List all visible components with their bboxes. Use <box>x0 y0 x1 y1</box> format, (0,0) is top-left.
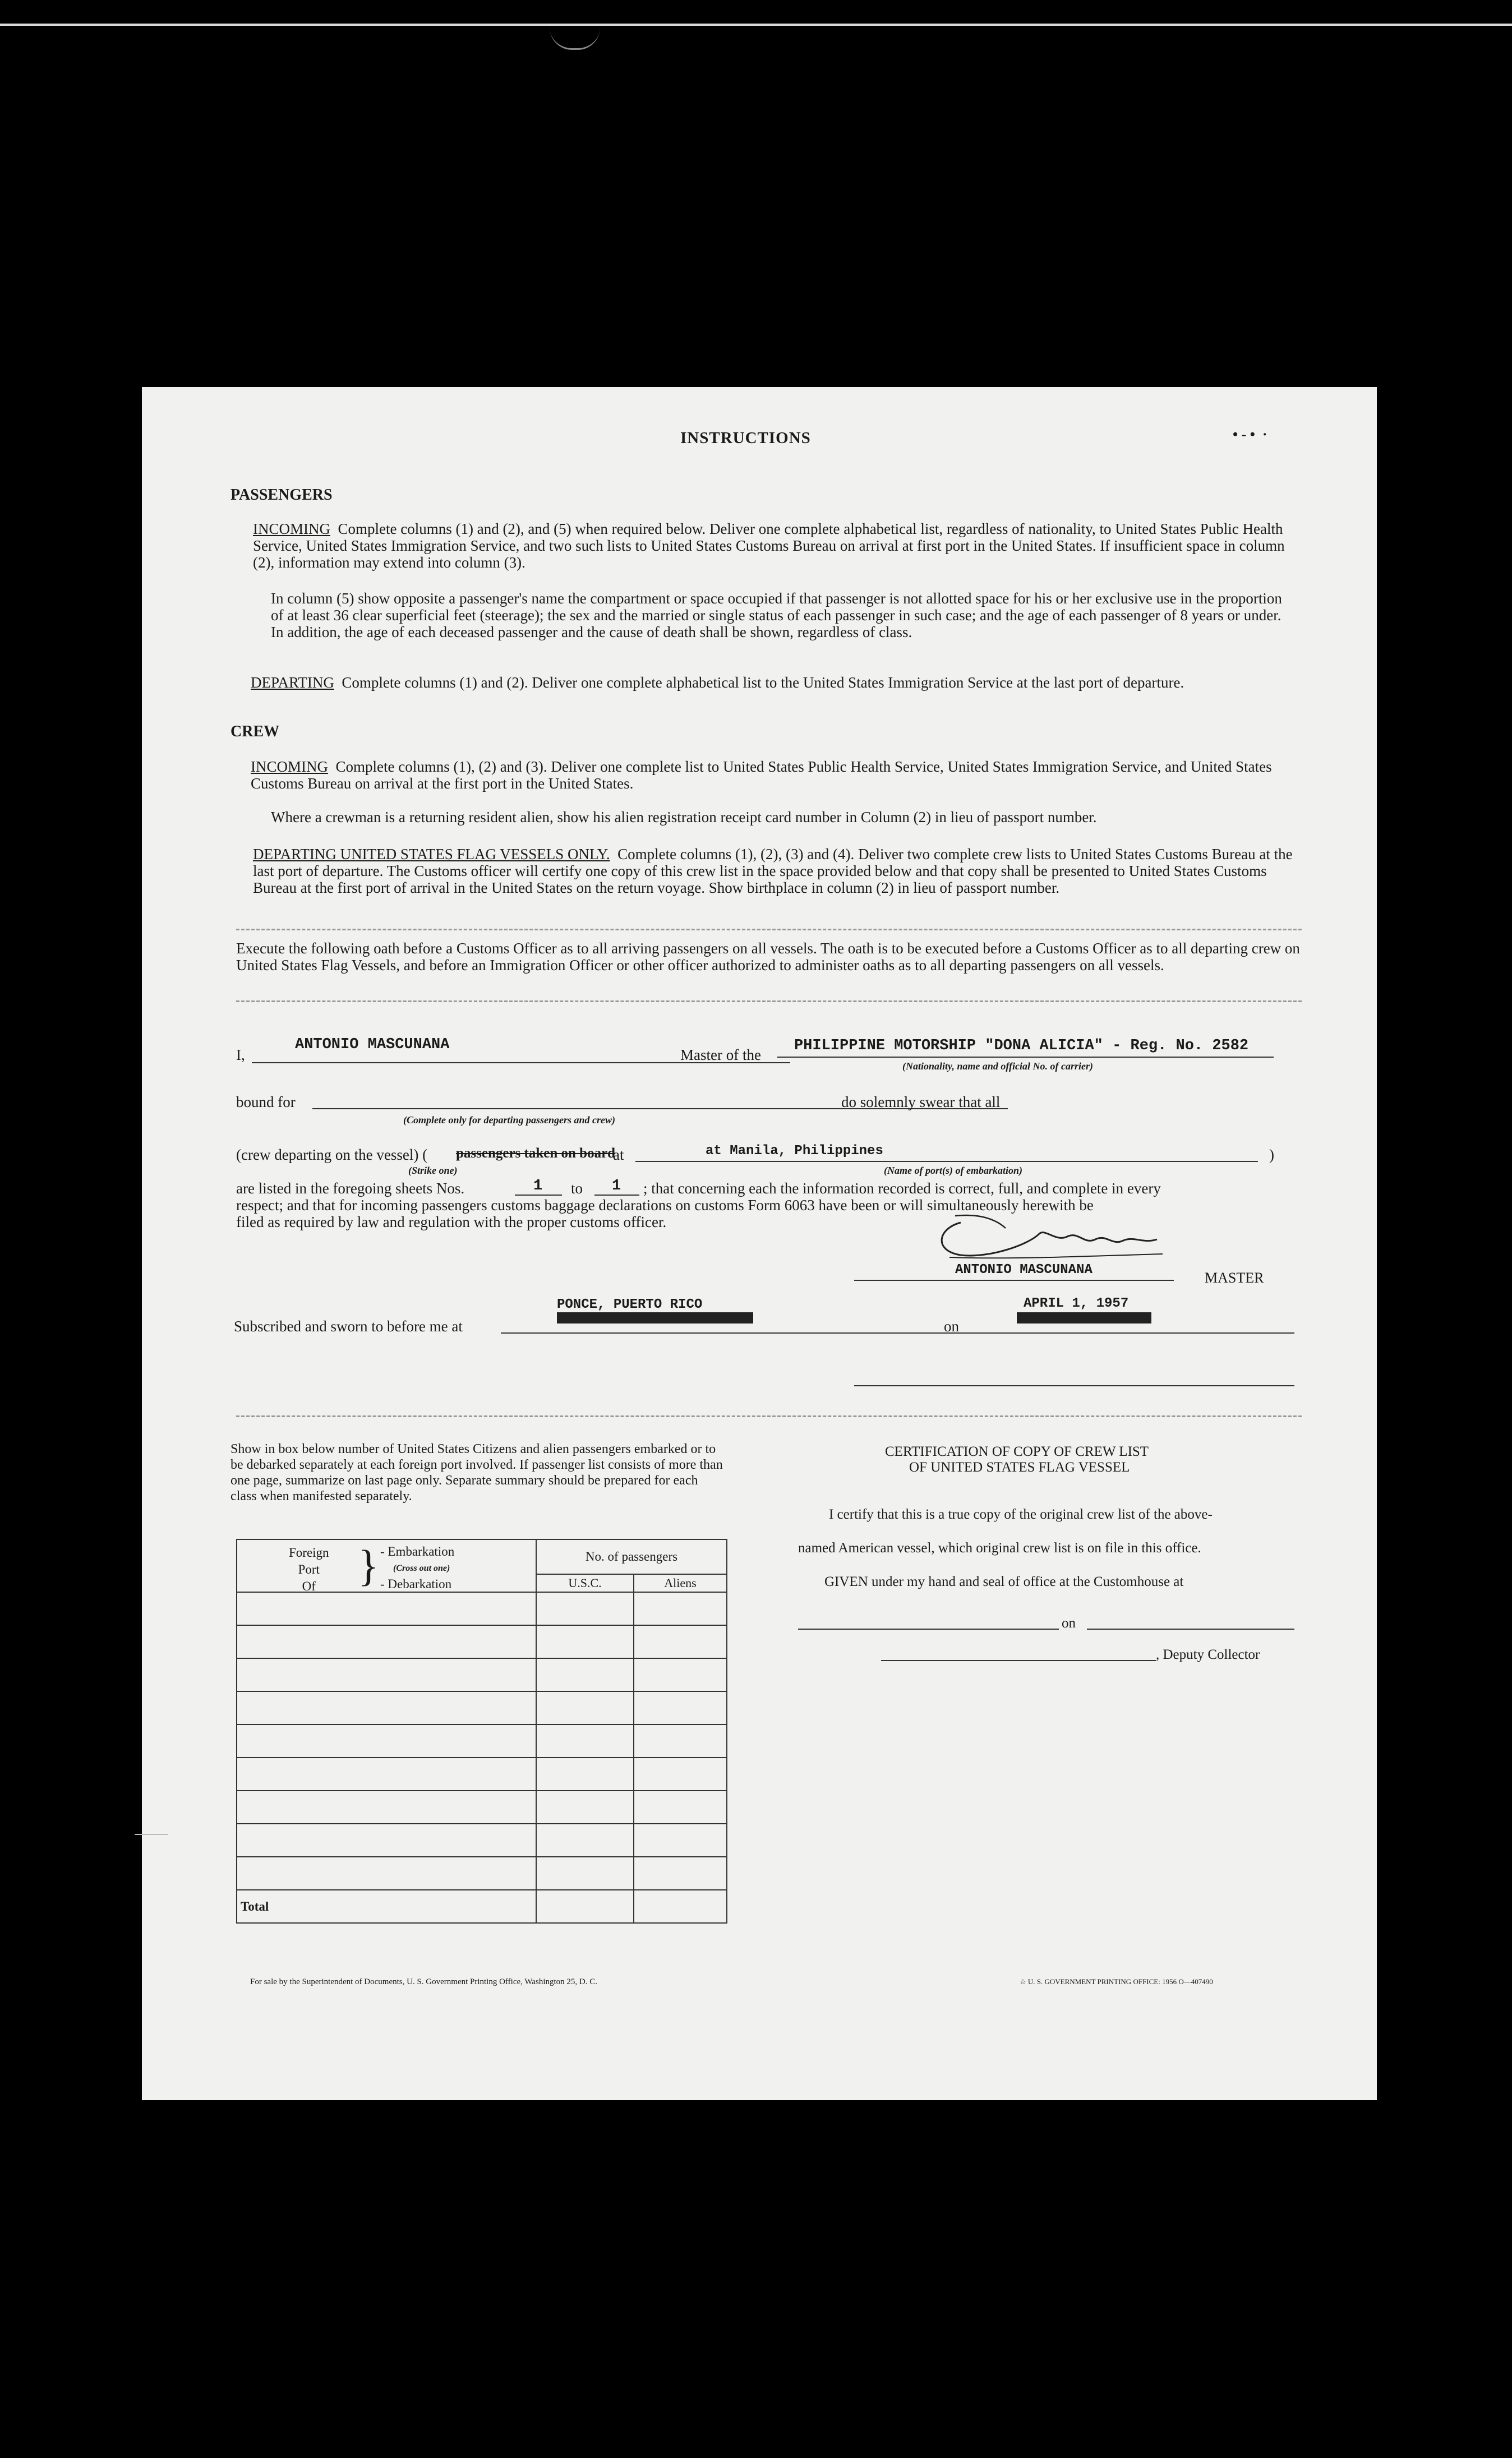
form-page <box>142 387 1377 2100</box>
bound-for-label: bound for <box>236 1094 296 1110</box>
bound-caption: (Complete only for departing passengers and crew) <box>403 1114 615 1126</box>
scan-top-edge-line <box>0 24 1512 26</box>
certification-title-line2: OF UNITED STATES FLAG VESSEL <box>909 1460 1130 1475</box>
close-paren: ) <box>1269 1146 1274 1163</box>
table-row <box>237 1857 727 1890</box>
cross-out-note: (Cross out one) <box>393 1564 450 1573</box>
sheet-to-value: 1 <box>612 1178 621 1195</box>
crew-incoming-text: Complete columns (1), (2) and (3). Deliver one complete list to United States Public Health Service, United States Immigration Service, and United States Customs Bureau on arrival at the first port in the United States. <box>251 758 1272 792</box>
passengers-departing-paragraph <box>251 674 1297 691</box>
oath-i-label: I, <box>236 1046 245 1063</box>
sheets-suffix: ; that concerning each the information recorded is correct, full, and complete in every <box>643 1180 1161 1197</box>
passengers-column5-paragraph: In column (5) show opposite a passenger's name the compartment or space occupied if that passenger is not allotted space for his or her exclusive use in the proportion of at least 36 clear superficial feet (steerage); the sex and the married or single status of each passenger in such case; and the age of each passenger of 8 years or under. In addition, the age of each deceased passenger and the cause of death shall be shown, regardless of class. <box>271 590 1282 640</box>
passengers-incoming-paragraph <box>253 520 1296 571</box>
footer-right: ☆ U. S. GOVERNMENT PRINTING OFFICE: 1956 O—407490 <box>1020 1977 1213 1986</box>
table-row <box>237 1592 727 1625</box>
certification-on-label: on <box>1062 1616 1076 1631</box>
margin-tick <box>135 1834 168 1835</box>
port-embarkation-value: at Manila, Philippines <box>706 1143 883 1159</box>
total-row <box>237 1890 727 1923</box>
crew-heading: CREW <box>231 723 280 740</box>
passengers-incoming-text: Complete columns (1) and (2), and (5) when required below. Deliver one complete alphabetical list, regardless of nationality, to United States Public Health Service, United States Immigration Service, and two such lists to United States Customs Bureau on arrival at first port in the United States. If insufficient space in column (2), information may extend into column (3). <box>253 520 1285 571</box>
aliens-header: Aliens <box>634 1574 727 1592</box>
passengers-departing-label: DEPARTING <box>251 674 334 691</box>
passenger-summary-table <box>236 1539 727 1924</box>
officer-signature-line <box>854 1385 1294 1386</box>
swear-text: do solemnly swear that all <box>841 1094 1001 1110</box>
vessel-caption: (Nationality, name and official No. of carrier) <box>902 1060 1093 1072</box>
crew-resident-paragraph: Where a crewman is a returning resident alien, show his alien registration receipt card number in Column (2) in lieu of passport number. <box>271 809 1097 826</box>
total-label: Total <box>237 1890 536 1923</box>
brace-icon: } <box>358 1541 379 1590</box>
subscribed-place-value: PONCE, PUERTO RICO <box>557 1297 703 1312</box>
deputy-collector-label: , Deputy Collector <box>1156 1647 1260 1662</box>
sheets-prefix: are listed in the foregoing sheets Nos. <box>236 1180 465 1197</box>
sheet-from-value: 1 <box>533 1178 543 1195</box>
master-signature-line <box>854 1280 1174 1281</box>
subscribed-date-line <box>966 1332 1294 1334</box>
separator-line <box>236 1000 1302 1002</box>
master-signature <box>927 1211 1174 1262</box>
sheet-from-line <box>515 1195 562 1196</box>
filed-text: filed as required by law and regulation with the proper customs officer. <box>236 1214 667 1230</box>
struck-out-typing <box>557 1312 753 1323</box>
subscribed-date-value: APRIL 1, 1957 <box>1024 1296 1129 1311</box>
master-signature-name: ANTONIO MASCUNANA <box>955 1262 1092 1278</box>
crew-incoming-label: INCOMING <box>251 758 328 775</box>
sheet-to-line <box>594 1195 639 1196</box>
no-passengers-header: No. of passengers <box>536 1539 727 1574</box>
passengers-incoming-label: INCOMING <box>253 520 330 537</box>
table-row <box>237 1691 727 1724</box>
deputy-collector-line <box>881 1660 1156 1661</box>
table-row <box>237 1824 727 1857</box>
master-of-label: Master of the <box>680 1046 761 1063</box>
customhouse-line <box>798 1629 1059 1630</box>
given-text: GIVEN under my hand and seal of office at the Customhouse at <box>824 1574 1184 1589</box>
embarkation-option: - Embarkation <box>380 1544 455 1558</box>
table-row <box>237 1724 727 1758</box>
master-name-value: ANTONIO MASCUNANA <box>295 1036 450 1053</box>
usc-header: U.S.C. <box>536 1574 634 1592</box>
subscribed-place-line <box>501 1332 1011 1334</box>
corner-marks: • ‑ • · <box>1233 426 1267 442</box>
certification-title-line1: CERTIFICATION OF COPY OF CREW LIST <box>885 1444 1149 1459</box>
crew-incoming-paragraph <box>251 758 1297 792</box>
struck-out-date <box>1017 1312 1151 1323</box>
vessel-value: PHILIPPINE MOTORSHIP "DONA ALICIA" - Reg. No. 2582 <box>794 1037 1249 1054</box>
port-word: Port <box>298 1562 320 1576</box>
sheet-to-label: to <box>571 1180 583 1197</box>
strike-caption: (Strike one) <box>408 1165 458 1176</box>
respect-text: respect; and that for incoming passengers customs baggage declarations on customs Form 6063 have been or will simultaneously herewith be <box>236 1197 1094 1214</box>
subscribed-on-label: on <box>944 1318 959 1335</box>
master-label: MASTER <box>1205 1270 1264 1286</box>
at-label: at <box>613 1146 624 1163</box>
struck-passengers-option: passengers taken on board <box>456 1146 616 1161</box>
certification-date-line <box>1087 1629 1294 1630</box>
separator-line <box>236 1415 1302 1417</box>
port-caption: (Name of port(s) of embarkation) <box>884 1165 1022 1176</box>
table-row <box>237 1791 727 1824</box>
certify-text: I certify that this is a true copy of the original crew list of the above- <box>829 1507 1213 1522</box>
of-word: Of <box>302 1579 316 1593</box>
page-title: INSTRUCTIONS <box>680 429 811 447</box>
crew-departing-text: Complete columns (1), (2), (3) and (4). Deliver two complete crew lists to United States Customs Bureau at the last port of departure. The Customs officer will certify one copy of this crew list in the space provided below and that copy shall be presented to United States Customs Bureau at the first port of arrival in the United States on the return voyage. Show birthplace in column (2) in lieu of passport number. <box>253 846 1293 896</box>
subscribed-label: Subscribed and sworn to before me at <box>234 1318 463 1335</box>
table-row <box>237 1658 727 1691</box>
oath-instructions: Execute the following oath before a Customs Officer as to all arriving passengers on all vessels. The oath is to be executed before a Customs Officer as to all departing crew on United States Flag Vessels, and before an Immigration Officer or other officer authorized to administer oaths as to all departing passengers on all vessels. <box>236 940 1300 974</box>
separator-line <box>236 929 1302 930</box>
passengers-heading: PASSENGERS <box>231 486 333 504</box>
footer-left: For sale by the Superintendent of Documents, U. S. Government Printing Office, Washington 25, D. C. <box>250 1977 597 1986</box>
crew-departing-paragraph <box>253 846 1296 896</box>
summary-instructions: Show in box below number of United States Citizens and alien passengers embarked or to be debarked separately at each foreign port involved. If passenger list consists of more than one page, summarize on last page only. Separate summary should be prepared for each class when manifested separately. <box>231 1442 723 1504</box>
named-vessel-text: named American vessel, which original crew list is on file in this office. <box>798 1541 1201 1556</box>
foreign-word: Foreign <box>289 1546 329 1560</box>
passengers-departing-text: Complete columns (1) and (2). Deliver one complete alphabetical list to the United States Immigration Service at the last port of departure. <box>342 674 1184 691</box>
debarkation-option: - Debarkation <box>380 1577 452 1591</box>
crew-departing-label: (crew departing on the vessel) ( <box>236 1146 428 1163</box>
foreign-port-header <box>237 1539 536 1592</box>
scan-top-mark <box>550 26 600 50</box>
table-row <box>237 1758 727 1791</box>
crew-departing-label: DEPARTING UNITED STATES FLAG VESSELS ONLY. <box>253 846 610 863</box>
table-row <box>237 1625 727 1658</box>
